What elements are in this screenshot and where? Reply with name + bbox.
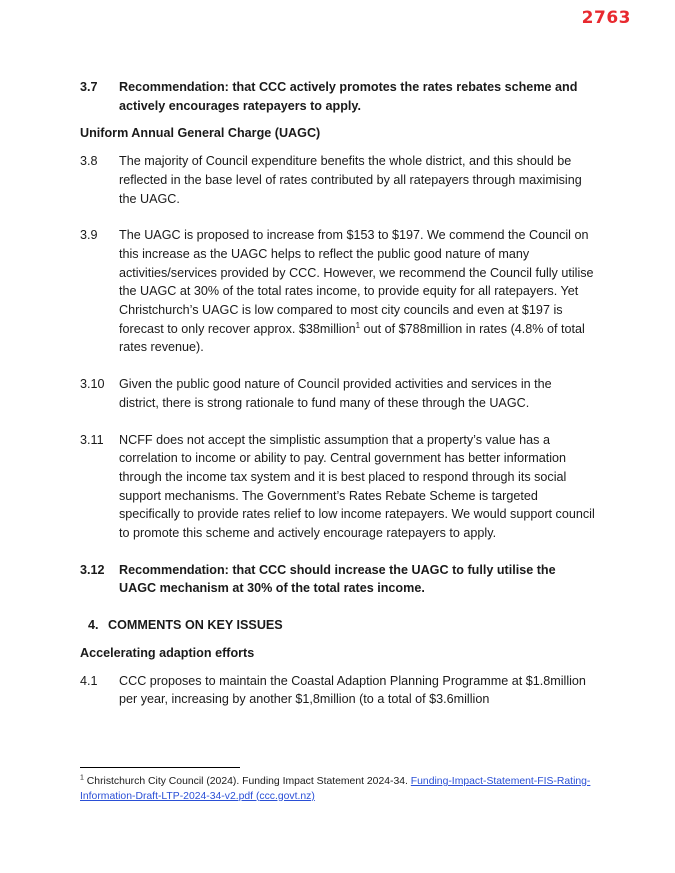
paragraph-3-7 [80, 78, 595, 115]
paragraph-text-part: out of $788million in rates (4.8% of total rates revenue). [119, 321, 585, 355]
paragraph-text-part: The UAGC is proposed to increase from $153 to $197. We commend the Council on this increase as the UAGC helps to reflect the public good nature of many activities/services provided by CCC. However, we recommend the Council fully utilise the UAGC at 30% of the total rates income, to provide equity for all ratepayers. Yet Christchurch’s UAGC is low compared to most city councils and even at $197 is forecast to only recover approx. $38million [119, 228, 594, 336]
paragraph-text: NCFF does not accept the simplistic assumption that a property’s value has a correlation to income or ability to pay. Central government has better information through the income tax system and it is best placed to respond through its social support mechanisms. The Government’s Rates Rebate Scheme is targeted specifically to provide rates relief to low income ratepayers. We would support council to promote this scheme and actively encourage ratepayers to apply. [119, 432, 595, 541]
paragraph-number: 3.8 [80, 154, 98, 169]
paragraph-number: 3.7 [80, 80, 98, 94]
footnote-text: Christchurch City Council (2024). Funding Impact Statement 2024-34. [83, 776, 411, 787]
recommendation-text: Recommendation: that CCC should increase the UAGC to fully utilise the UAGC mechanism at 30% of the total rates income. [119, 562, 556, 596]
paragraph-3-8 [80, 152, 595, 208]
paragraph-text [119, 226, 595, 357]
section-4-heading [80, 616, 595, 635]
adaption-heading: Accelerating adaption efforts [80, 645, 255, 660]
footnote-reference: 1 [355, 320, 361, 330]
paragraph-number: 3.9 [80, 228, 98, 243]
paragraph-number: 3.11 [80, 432, 104, 447]
paragraph-3-11 [80, 431, 595, 543]
paragraph-number: 3.12 [80, 562, 105, 577]
section-title: COMMENTS ON KEY ISSUES [108, 618, 283, 633]
recommendation-text: Recommendation: that CCC actively promotes the rates rebates scheme and actively encourages ratepayers to apply. [119, 80, 578, 113]
paragraph-3-9 [80, 226, 595, 357]
paragraph-text: The majority of Council expenditure benefits the whole district, and this should be reflected in the base level of rates contributed by all ratepayers through maximising the UAGC. [119, 154, 582, 206]
paragraph-4-1 [80, 672, 595, 709]
footnote-link[interactable]: Funding-Impact-Statement-FIS-Rating-Information-Draft-LTP-2024-34-v2.pdf (ccc.govt.nz) [80, 776, 591, 802]
footnote-divider [80, 767, 240, 768]
paragraph-3-12 [80, 561, 595, 598]
section-number: 4. [88, 618, 99, 633]
paragraph-number: 3.10 [80, 377, 105, 392]
footnote-marker: 1 [80, 774, 84, 782]
paragraph-number: 4.1 [80, 673, 98, 688]
paragraph-text: CCC proposes to maintain the Coastal Adaption Planning Programme at $1.8million per year, increasing by another $1,8million (to a total of $3.6million [119, 673, 586, 707]
page-number: 2763 [581, 8, 631, 28]
paragraph-3-10 [80, 375, 595, 412]
footnote [80, 775, 600, 804]
paragraph-text: Given the public good nature of Council provided activities and services in the district, there is strong rationale to fund many of these through the UAGC. [119, 377, 552, 410]
uagc-heading: Uniform Annual General Charge (UAGC) [80, 126, 321, 141]
document-body [80, 78, 595, 709]
